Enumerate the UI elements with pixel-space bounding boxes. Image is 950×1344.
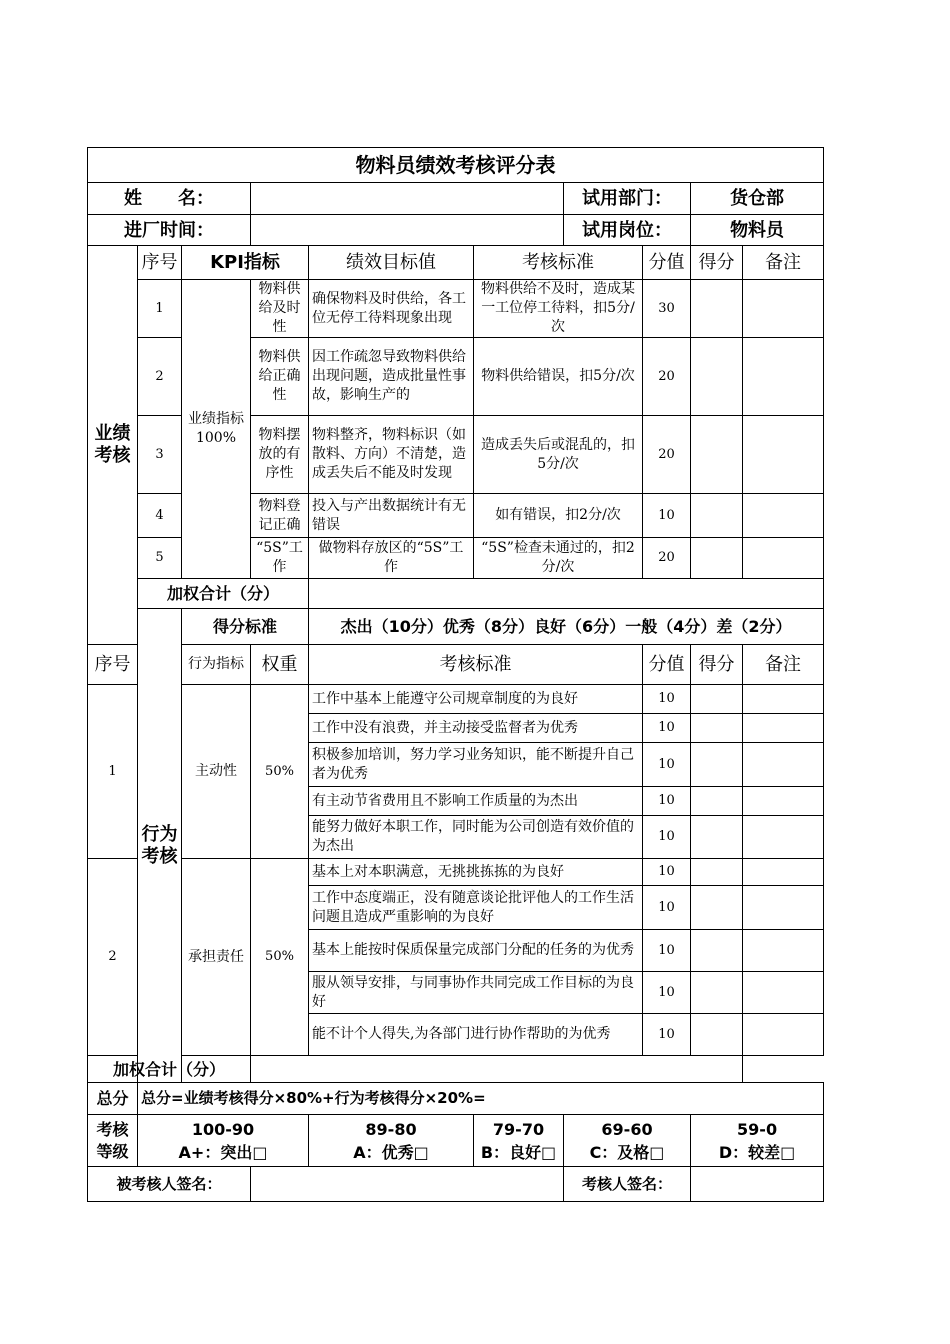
behav-criterion: 基本上对本职满意，无挑挑拣拣的为良好: [309, 859, 643, 886]
assessor-signature-field[interactable]: [691, 1167, 824, 1202]
behav-criterion-score: 10: [643, 816, 691, 859]
perf-row-item: “5S”工作: [251, 538, 309, 579]
perf-row-standard: 物料供给不及时，造成某一工位停工待料，扣5分/次: [474, 280, 643, 338]
perf-row-seq: 4: [138, 494, 182, 538]
behav-criterion-got[interactable]: [691, 886, 743, 930]
grade-range: 69-60: [601, 1119, 653, 1139]
behav-criterion: 服从领导安排，与同事协作共同完成工作目标的为良好: [309, 972, 643, 1014]
behav-criterion-got[interactable]: [691, 743, 743, 787]
behav-criterion-score: 10: [643, 743, 691, 787]
behav-header-score: 分值: [643, 645, 691, 685]
behav-criterion-score: 10: [643, 859, 691, 886]
perf-row-standard: 如有错误，扣2分/次: [474, 494, 643, 538]
perf-row-target: 做物料存放区的“5S”工作: [309, 538, 474, 579]
perf-row-standard: 造成丢失后或混乱的，扣5分/次: [474, 416, 643, 494]
perf-row-target: 物料整齐，物料标识（如散料、方向）不清楚，造成丢失后不能及时发现: [309, 416, 474, 494]
perf-row-item: 物料供给及时性: [251, 280, 309, 338]
grade-option[interactable]: D：较差□: [718, 1142, 796, 1162]
dept-label: 试用部门：: [564, 183, 691, 215]
perf-total-value[interactable]: [309, 579, 824, 609]
behav-criterion-remark[interactable]: [743, 787, 824, 816]
grade-option[interactable]: C：及格□: [589, 1142, 665, 1162]
grade-range: 79-70: [492, 1119, 545, 1139]
behav-header-standard: 考核标准: [309, 645, 643, 685]
assessee-signature-field[interactable]: [251, 1167, 564, 1202]
post-label: 试用岗位：: [564, 215, 691, 246]
behav-group-seq: 1: [88, 685, 138, 859]
entry-time-field[interactable]: [251, 215, 564, 246]
behav-header-weight: 权重: [251, 645, 309, 685]
behav-criterion-remark[interactable]: [743, 1014, 824, 1056]
perf-row-remark[interactable]: [743, 280, 824, 338]
perf-header-score: 分值: [643, 246, 691, 280]
behav-criterion-got[interactable]: [691, 1014, 743, 1056]
behav-criterion-got[interactable]: [691, 859, 743, 886]
behav-group-weight: 50%: [251, 685, 309, 859]
name-label: 姓 名：: [88, 183, 251, 215]
perf-row-item: 物料供给正确性: [251, 338, 309, 416]
perf-row-remark[interactable]: [743, 538, 824, 579]
perf-row-remark[interactable]: [743, 494, 824, 538]
total-formula: 总分=业绩考核得分×80%+行为考核得分×20%=: [138, 1083, 824, 1115]
perf-header-remark: 备注: [743, 246, 824, 280]
perf-row-got[interactable]: [691, 416, 743, 494]
perf-row-got[interactable]: [691, 338, 743, 416]
perf-row-seq: 2: [138, 338, 182, 416]
behav-criterion: 能努力做好本职工作，同时能为公司创造有效价值的为杰出: [309, 816, 643, 859]
behav-criterion-remark[interactable]: [743, 859, 824, 886]
perf-row-seq: 3: [138, 416, 182, 494]
behav-criterion: 工作中态度端正，没有随意谈论批评他人的工作生活问题且造成严重影响的为良好: [309, 886, 643, 930]
grade-label: 考核 等级: [88, 1115, 138, 1167]
behav-criterion-got[interactable]: [691, 930, 743, 972]
behav-criterion-score: 10: [643, 886, 691, 930]
perf-row-got[interactable]: [691, 494, 743, 538]
behav-criterion-score: 10: [643, 787, 691, 816]
behav-criterion-got[interactable]: [691, 816, 743, 859]
form-title: 物料员绩效考核评分表: [88, 148, 824, 183]
grade-level-a-plus[interactable]: [138, 1115, 309, 1167]
score-standard-value: 杰出（10分）优秀（8分）良好（6分）一般（4分）差（2分）: [309, 609, 824, 645]
perf-header-kpi: KPI指标: [182, 246, 309, 280]
perf-row-item: 物料摆放的有序性: [251, 416, 309, 494]
behav-criterion: 工作中没有浪费，并主动接受监督者为优秀: [309, 714, 643, 743]
behav-criterion-got[interactable]: [691, 787, 743, 816]
perf-row-score: 10: [643, 494, 691, 538]
total-label: 总分: [88, 1083, 138, 1115]
behav-group-item: 承担责任: [182, 859, 251, 1056]
perf-row-remark[interactable]: [743, 338, 824, 416]
behav-criterion-remark[interactable]: [743, 972, 824, 1014]
behav-criterion-got[interactable]: [691, 714, 743, 743]
behav-criterion-remark[interactable]: [743, 714, 824, 743]
grade-option[interactable]: A+：突出□: [178, 1142, 268, 1162]
kpi-group-label: 业绩指标100%: [182, 280, 251, 579]
behav-criterion-score: 10: [643, 714, 691, 743]
behav-criterion-remark[interactable]: [743, 816, 824, 859]
behav-header-remark: 备注: [743, 645, 824, 685]
grade-level-d[interactable]: [691, 1115, 824, 1167]
behav-criterion-remark[interactable]: [743, 886, 824, 930]
perf-row-standard: 物料供给错误，扣5分/次: [474, 338, 643, 416]
assessee-signature-label: 被考核人签名：: [88, 1167, 251, 1202]
behav-criterion-remark[interactable]: [743, 685, 824, 714]
behav-criterion-score: 10: [643, 930, 691, 972]
grade-level-a[interactable]: [309, 1115, 474, 1167]
post-value: 物料员: [691, 215, 824, 246]
perf-row-target: 确保物料及时供给，各工位无停工待料现象出现: [309, 280, 474, 338]
assessor-signature-label: 考核人签名：: [564, 1167, 691, 1202]
behav-criterion: 基本上能按时保质保量完成部门分配的任务的为优秀: [309, 930, 643, 972]
perf-row-score: 20: [643, 416, 691, 494]
behav-criterion-score: 10: [643, 685, 691, 714]
behav-criterion: 有主动节省费用且不影响工作质量的为杰出: [309, 787, 643, 816]
perf-row-standard: “5S”检查未通过的，扣2分/次: [474, 538, 643, 579]
perf-section-label: 业绩 考核: [88, 246, 138, 645]
perf-row-got[interactable]: [691, 538, 743, 579]
grade-range: 59-0: [737, 1119, 778, 1139]
name-field[interactable]: [251, 183, 564, 215]
grade-range: 89-80: [365, 1119, 417, 1139]
behav-group-seq: 2: [88, 859, 138, 1056]
behav-criterion: 工作中基本上能遵守公司规章制度的为良好: [309, 685, 643, 714]
behav-header-item: 行为指标: [182, 645, 251, 685]
behav-criterion-got[interactable]: [691, 972, 743, 1014]
perf-header-got: 得分: [691, 246, 743, 280]
perf-total-label: 加权合计（分）: [138, 579, 309, 609]
perf-row-seq: 5: [138, 538, 182, 579]
behav-group-item: 主动性: [182, 685, 251, 859]
perf-row-item: 物料登记正确: [251, 494, 309, 538]
grade-range: 100-90: [191, 1119, 255, 1139]
behav-criterion-score: 10: [643, 1014, 691, 1056]
behav-header-seq: 序号: [88, 645, 138, 685]
perf-row-score: 20: [643, 338, 691, 416]
perf-row-target: 因工作疏忽导致物料供给出现问题，造成批量性事故，影响生产的: [309, 338, 474, 416]
perf-row-got[interactable]: [691, 280, 743, 338]
behav-criterion-score: 10: [643, 972, 691, 1014]
perf-row-score: 30: [643, 280, 691, 338]
behav-header-got: 得分: [691, 645, 743, 685]
evaluation-form: [87, 147, 823, 1202]
perf-row-seq: 1: [138, 280, 182, 338]
grade-level-b[interactable]: [474, 1115, 564, 1167]
perf-row-target: 投入与产出数据统计有无错误: [309, 494, 474, 538]
grade-level-c[interactable]: [564, 1115, 691, 1167]
evaluation-table: [87, 147, 824, 1202]
behav-section-label: 行为 考核: [138, 609, 182, 1083]
perf-row-score: 20: [643, 538, 691, 579]
score-standard-label: 得分标准: [182, 609, 309, 645]
behav-criterion-remark[interactable]: [743, 743, 824, 787]
behav-total-label: 加权合计（分）: [88, 1056, 251, 1083]
perf-header-seq: 序号: [138, 246, 182, 280]
dept-value: 货仓部: [691, 183, 824, 215]
grade-option[interactable]: A：优秀□: [353, 1142, 429, 1162]
perf-header-standard: 考核标准: [474, 246, 643, 280]
behav-criterion: 能不计个人得失,为各部门进行协作帮助的为优秀: [309, 1014, 643, 1056]
behav-criterion-got[interactable]: [691, 685, 743, 714]
perf-row-remark[interactable]: [743, 416, 824, 494]
grade-option[interactable]: B：良好□: [480, 1142, 557, 1162]
behav-group-weight: 50%: [251, 859, 309, 1056]
perf-header-target: 绩效目标值: [309, 246, 474, 280]
behav-criterion: 积极参加培训，努力学习业务知识，能不断提升自己者为优秀: [309, 743, 643, 787]
behav-total-value[interactable]: [251, 1056, 743, 1083]
entry-time-label: 进厂时间：: [88, 215, 251, 246]
behav-criterion-remark[interactable]: [743, 930, 824, 972]
